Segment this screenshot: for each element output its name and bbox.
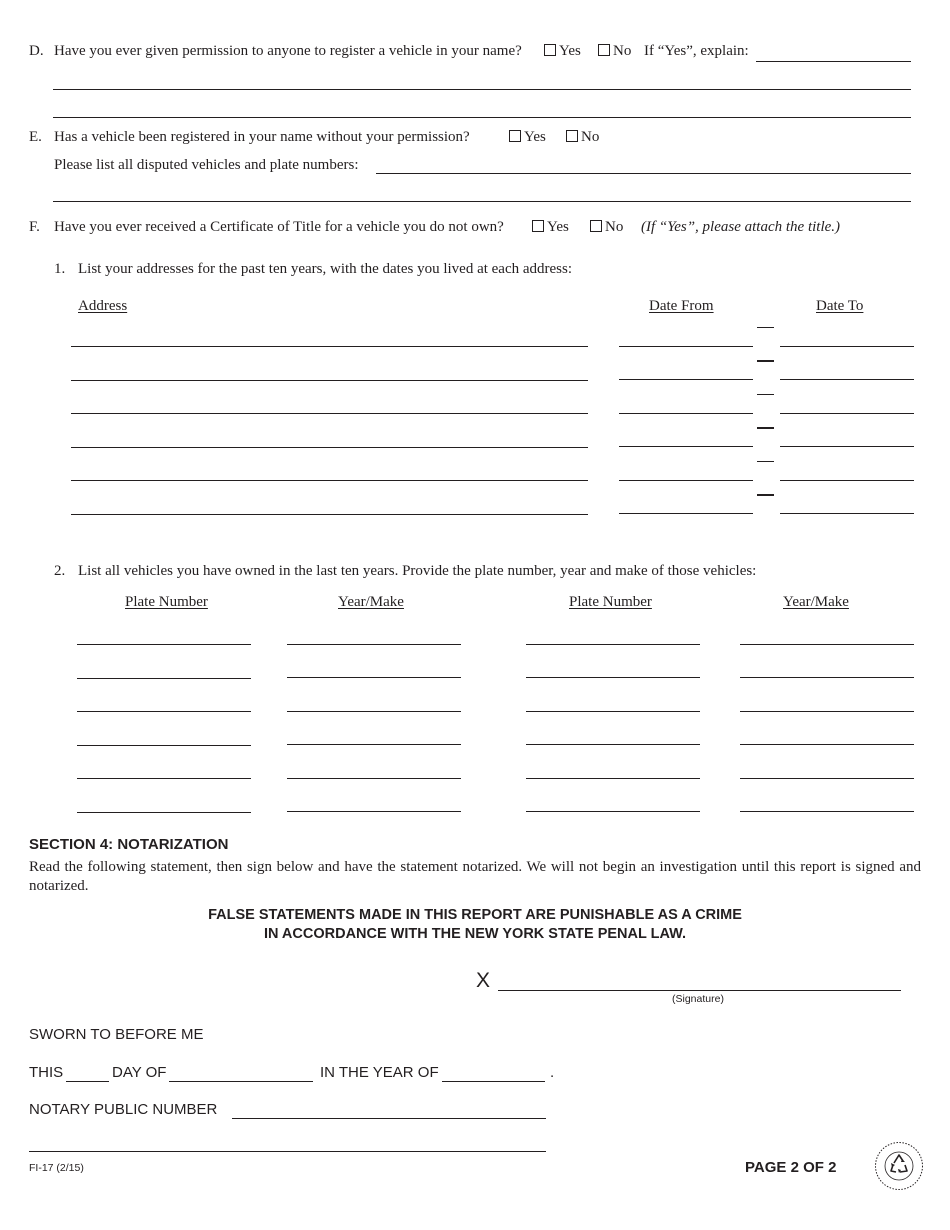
date-separator	[757, 427, 774, 429]
question-f-letter: F.	[29, 219, 40, 235]
date-to-field[interactable]	[780, 346, 914, 347]
plate-number-field[interactable]	[526, 744, 700, 745]
year-make-field[interactable]	[287, 811, 461, 812]
address-field[interactable]	[71, 346, 588, 347]
day-field[interactable]	[66, 1081, 109, 1082]
notarization-statement: Read the following statement, then sign below and have the statement notarized. We will not begin an investigation until this report is signed and notarized.	[29, 859, 921, 894]
question-d-yes[interactable]: Yes	[544, 43, 581, 60]
date-from-field[interactable]	[619, 346, 753, 347]
section-heading: SECTION 4: NOTARIZATION	[29, 836, 229, 853]
question-f-no[interactable]: No	[590, 219, 623, 236]
notary-signature-field[interactable]	[29, 1151, 546, 1152]
year-make-field[interactable]	[740, 778, 914, 779]
checkbox-icon[interactable]	[598, 44, 610, 56]
address-field[interactable]	[71, 514, 588, 515]
recycle-icon	[874, 1141, 924, 1191]
date-to-field[interactable]	[780, 379, 914, 380]
plate-number-field[interactable]	[77, 812, 251, 813]
date-from-field[interactable]	[619, 446, 753, 447]
address-column-header: Address	[78, 298, 128, 314]
plate-number-field[interactable]	[526, 711, 700, 712]
plate-number-field[interactable]	[77, 644, 251, 645]
plate-number-header-right: Plate Number	[569, 594, 652, 610]
vehicles-instruction: List all vehicles you have owned in the last ten years. Provide the plate number, year and make of those vehicles:	[78, 563, 757, 579]
checkbox-icon[interactable]	[509, 130, 521, 142]
period-mark: .	[550, 1064, 555, 1081]
year-make-field[interactable]	[287, 677, 461, 678]
year-make-field[interactable]	[287, 644, 461, 645]
date-from-field[interactable]	[619, 513, 753, 514]
year-make-field[interactable]	[287, 711, 461, 712]
explain-field-line[interactable]	[53, 89, 911, 90]
year-of-label: IN THE YEAR OF	[320, 1064, 439, 1081]
question-d-text: Have you ever given permission to anyone to register a vehicle in your name?	[54, 43, 522, 59]
plate-number-field[interactable]	[77, 778, 251, 779]
date-to-field[interactable]	[780, 513, 914, 514]
addresses-number: 1.	[54, 261, 66, 277]
date-from-field[interactable]	[619, 379, 753, 380]
question-f-text: Have you ever received a Certificate of Title for a vehicle you do not own?	[54, 219, 504, 235]
year-field[interactable]	[442, 1081, 545, 1082]
question-e-letter: E.	[29, 129, 42, 145]
date-to-field[interactable]	[780, 480, 914, 481]
question-d-letter: D.	[29, 43, 44, 59]
address-field[interactable]	[71, 447, 588, 448]
notary-number-label: NOTARY PUBLIC NUMBER	[29, 1101, 218, 1118]
plate-number-field[interactable]	[526, 644, 700, 645]
date-separator	[757, 494, 774, 496]
plate-number-header-left: Plate Number	[125, 594, 208, 610]
date-from-field[interactable]	[619, 413, 753, 414]
date-from-field[interactable]	[619, 480, 753, 481]
checkbox-icon[interactable]	[590, 220, 602, 232]
address-field[interactable]	[71, 413, 588, 414]
vehicles-number: 2.	[54, 563, 66, 579]
explain-field-line[interactable]	[53, 117, 911, 118]
disputed-vehicles-field[interactable]	[376, 173, 911, 174]
signature-label: (Signature)	[672, 993, 724, 1005]
plate-number-field[interactable]	[77, 678, 251, 679]
question-e-no[interactable]: No	[566, 129, 599, 146]
date-separator	[757, 327, 774, 328]
plate-number-field[interactable]	[526, 778, 700, 779]
addresses-instruction: List your addresses for the past ten years, with the dates you lived at each address:	[78, 261, 573, 277]
sworn-label: SWORN TO BEFORE ME	[29, 1026, 204, 1043]
address-field[interactable]	[71, 380, 588, 381]
question-e-text: Has a vehicle been registered in your name without your permission?	[54, 129, 470, 145]
penal-law-warning-line-2: IN ACCORDANCE WITH THE NEW YORK STATE PENAL LAW.	[263, 926, 687, 942]
checkbox-icon[interactable]	[544, 44, 556, 56]
year-make-field[interactable]	[287, 778, 461, 779]
date-separator	[757, 360, 774, 362]
recycle-seal	[874, 1141, 924, 1191]
year-make-field[interactable]	[740, 677, 914, 678]
question-e-yes[interactable]: Yes	[509, 129, 546, 146]
plate-number-field[interactable]	[526, 811, 700, 812]
this-label: THIS	[29, 1064, 64, 1081]
explain-field[interactable]	[756, 61, 911, 62]
signature-field[interactable]	[498, 990, 901, 991]
plate-number-field[interactable]	[77, 745, 251, 746]
year-make-header-right: Year/Make	[783, 594, 849, 610]
month-field[interactable]	[169, 1081, 313, 1082]
page-number: PAGE 2 OF 2	[745, 1159, 837, 1176]
date-separator	[757, 461, 774, 462]
year-make-field[interactable]	[287, 744, 461, 745]
year-make-header-left: Year/Make	[338, 594, 404, 610]
date-to-field[interactable]	[780, 413, 914, 414]
date-to-column-header: Date To	[816, 298, 864, 314]
question-d-explain-label: If “Yes”, explain:	[644, 43, 749, 59]
date-separator	[757, 394, 774, 395]
question-d-no[interactable]: No	[598, 43, 631, 60]
date-from-column-header: Date From	[649, 298, 714, 314]
year-make-field[interactable]	[740, 811, 914, 812]
plate-number-field[interactable]	[526, 677, 700, 678]
question-f-note: (If “Yes”, please attach the title.)	[641, 219, 841, 235]
signature-x-mark: X	[476, 969, 491, 992]
disputed-vehicles-field-line[interactable]	[53, 201, 911, 202]
year-make-field[interactable]	[740, 711, 914, 712]
penal-law-warning-line-1: FALSE STATEMENTS MADE IN THIS REPORT ARE PUNISHABLE AS A CRIME	[208, 907, 742, 923]
address-field[interactable]	[71, 480, 588, 481]
question-f-yes[interactable]: Yes	[532, 219, 569, 236]
plate-number-field[interactable]	[77, 711, 251, 712]
form-id: FI-17 (2/15)	[29, 1162, 84, 1174]
disputed-vehicles-label: Please list all disputed vehicles and plate numbers:	[54, 157, 359, 173]
year-make-field[interactable]	[740, 644, 914, 645]
date-to-field[interactable]	[780, 446, 914, 447]
checkbox-icon[interactable]	[566, 130, 578, 142]
year-make-field[interactable]	[740, 744, 914, 745]
notary-number-field[interactable]	[232, 1118, 546, 1119]
checkbox-icon[interactable]	[532, 220, 544, 232]
day-of-label: DAY OF	[112, 1064, 167, 1081]
